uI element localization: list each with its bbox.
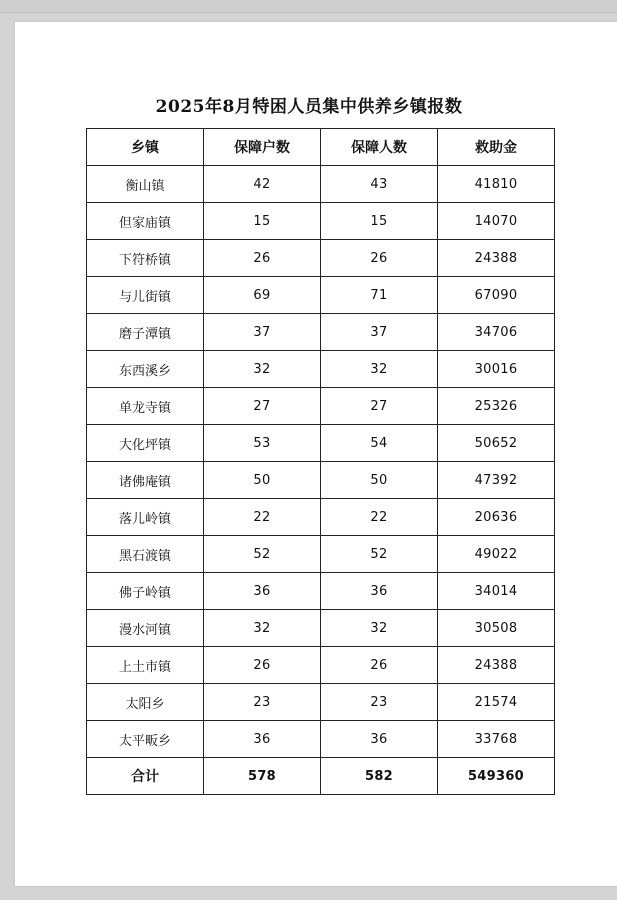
town-cell: 黑石渡镇 xyxy=(87,536,204,573)
aid-cell: 30016 xyxy=(438,351,555,388)
persons-cell: 32 xyxy=(321,351,438,388)
report-table xyxy=(86,128,555,795)
town-cell: 佛子岭镇 xyxy=(87,573,204,610)
persons-cell: 15 xyxy=(321,203,438,240)
total-label: 合计 xyxy=(87,758,204,795)
table-row xyxy=(87,610,555,647)
persons-cell: 52 xyxy=(321,536,438,573)
aid-cell: 25326 xyxy=(438,388,555,425)
aid-cell: 33768 xyxy=(438,721,555,758)
households-cell: 53 xyxy=(204,425,321,462)
column-header-households: 保障户数 xyxy=(204,129,321,166)
total-aid: 549360 xyxy=(438,758,555,795)
total-households: 578 xyxy=(204,758,321,795)
persons-cell: 50 xyxy=(321,462,438,499)
town-cell: 但家庙镇 xyxy=(87,203,204,240)
households-cell: 32 xyxy=(204,610,321,647)
households-cell: 50 xyxy=(204,462,321,499)
persons-cell: 26 xyxy=(321,647,438,684)
column-header-persons: 保障人数 xyxy=(321,129,438,166)
table-row xyxy=(87,573,555,610)
table-body xyxy=(87,166,555,758)
households-cell: 27 xyxy=(204,388,321,425)
aid-cell: 34014 xyxy=(438,573,555,610)
town-cell: 与儿街镇 xyxy=(87,277,204,314)
town-cell: 大化坪镇 xyxy=(87,425,204,462)
document-title: 2025年8月特困人员集中供养乡镇报数 xyxy=(155,97,463,117)
town-cell: 落儿岭镇 xyxy=(87,499,204,536)
households-cell: 23 xyxy=(204,684,321,721)
aid-cell: 49022 xyxy=(438,536,555,573)
persons-cell: 71 xyxy=(321,277,438,314)
aid-cell: 41810 xyxy=(438,166,555,203)
town-cell: 太阳乡 xyxy=(87,684,204,721)
town-cell: 衡山镇 xyxy=(87,166,204,203)
households-cell: 36 xyxy=(204,721,321,758)
households-cell: 32 xyxy=(204,351,321,388)
persons-cell: 54 xyxy=(321,425,438,462)
aid-cell: 21574 xyxy=(438,684,555,721)
table-row xyxy=(87,536,555,573)
town-cell: 下符桥镇 xyxy=(87,240,204,277)
table-row xyxy=(87,388,555,425)
aid-cell: 20636 xyxy=(438,499,555,536)
aid-cell: 30508 xyxy=(438,610,555,647)
table-row xyxy=(87,647,555,684)
table-row xyxy=(87,425,555,462)
table-row xyxy=(87,684,555,721)
aid-cell: 24388 xyxy=(438,240,555,277)
total-row xyxy=(87,758,555,795)
table-row xyxy=(87,351,555,388)
table-row xyxy=(87,203,555,240)
households-cell: 37 xyxy=(204,314,321,351)
persons-cell: 43 xyxy=(321,166,438,203)
persons-cell: 22 xyxy=(321,499,438,536)
table-row xyxy=(87,166,555,203)
households-cell: 42 xyxy=(204,166,321,203)
total-persons: 582 xyxy=(321,758,438,795)
households-cell: 22 xyxy=(204,499,321,536)
table-row xyxy=(87,240,555,277)
document-page xyxy=(15,22,617,886)
households-cell: 36 xyxy=(204,573,321,610)
households-cell: 52 xyxy=(204,536,321,573)
table-row xyxy=(87,277,555,314)
town-cell: 诸佛庵镇 xyxy=(87,462,204,499)
town-cell: 磨子潭镇 xyxy=(87,314,204,351)
persons-cell: 26 xyxy=(321,240,438,277)
persons-cell: 36 xyxy=(321,573,438,610)
table-row xyxy=(87,462,555,499)
households-cell: 26 xyxy=(204,647,321,684)
table-row xyxy=(87,721,555,758)
persons-cell: 36 xyxy=(321,721,438,758)
town-cell: 上土市镇 xyxy=(87,647,204,684)
persons-cell: 32 xyxy=(321,610,438,647)
column-header-town: 乡镇 xyxy=(87,129,204,166)
viewer-top-strip xyxy=(0,0,617,13)
town-cell: 单龙寺镇 xyxy=(87,388,204,425)
aid-cell: 67090 xyxy=(438,277,555,314)
table-row xyxy=(87,314,555,351)
aid-cell: 47392 xyxy=(438,462,555,499)
persons-cell: 23 xyxy=(321,684,438,721)
town-cell: 漫水河镇 xyxy=(87,610,204,647)
town-cell: 太平畈乡 xyxy=(87,721,204,758)
persons-cell: 27 xyxy=(321,388,438,425)
column-header-aid: 救助金 xyxy=(438,129,555,166)
households-cell: 26 xyxy=(204,240,321,277)
aid-cell: 14070 xyxy=(438,203,555,240)
aid-cell: 50652 xyxy=(438,425,555,462)
households-cell: 15 xyxy=(204,203,321,240)
table-row xyxy=(87,499,555,536)
aid-cell: 24388 xyxy=(438,647,555,684)
table-header-row xyxy=(87,129,555,166)
persons-cell: 37 xyxy=(321,314,438,351)
town-cell: 东西溪乡 xyxy=(87,351,204,388)
households-cell: 69 xyxy=(204,277,321,314)
aid-cell: 34706 xyxy=(438,314,555,351)
